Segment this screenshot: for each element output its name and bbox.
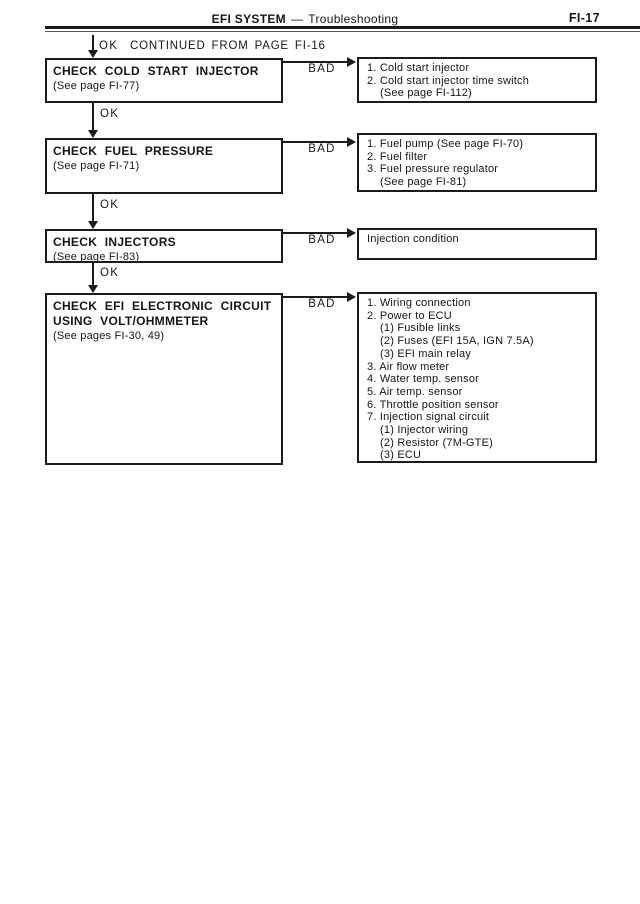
result-line: (1) Injector wiring (367, 424, 469, 437)
down-arrowhead-icon (88, 130, 98, 138)
right-arrowhead-icon (347, 228, 356, 238)
page-header (0, 12, 610, 26)
ok-flow-line (92, 263, 94, 285)
right-arrowhead-icon (347, 57, 356, 67)
result-line: (1) Fusible links (367, 322, 461, 335)
result-box-cold-start-injector (357, 57, 597, 103)
result-box-efi-electronic-circuit (357, 292, 597, 463)
ok-label: OK (100, 108, 120, 120)
result-line: 3. Air flow meter (367, 360, 450, 373)
ok-label: OK (99, 40, 119, 52)
result-line: 1. Cold start injector (367, 62, 470, 74)
bad-label: BAD (308, 298, 336, 310)
check-subtitle: (See page FI-83) (53, 251, 140, 263)
result-line: 7. Injection signal circuit (367, 411, 490, 424)
check-subtitle: (See page FI-71) (53, 160, 140, 172)
bad-label: BAD (308, 143, 336, 155)
down-arrowhead-icon (88, 50, 98, 58)
check-box-cold-start-injector (45, 58, 283, 103)
result-line: 2. Power to ECU (367, 309, 452, 322)
ok-label: OK (100, 199, 120, 211)
result-line: 2. Cold start injector time switch (367, 74, 530, 87)
result-line: 4. Water temp. sensor (367, 373, 479, 386)
header-system-label: EFI SYSTEM (211, 12, 286, 26)
result-line: 3. Fuel pressure regulator (367, 163, 499, 176)
result-line: 1. Wiring connection (367, 297, 471, 309)
result-line: (See page FI-112) (367, 87, 472, 100)
page-number: FI-17 (568, 11, 600, 25)
ok-flow-line (92, 103, 94, 130)
check-title: CHECK INJECTORS (53, 235, 176, 249)
ok-flow-line (92, 194, 94, 221)
check-title: CHECK EFI ELECTRONIC CIRCUIT USING VOLT/OHMMETER (53, 299, 272, 328)
header-rule (45, 26, 640, 29)
ok-label: OK (100, 267, 120, 279)
down-arrowhead-icon (88, 285, 98, 293)
result-line: (3) EFI main relay (367, 347, 472, 360)
check-box-fuel-pressure (45, 138, 283, 194)
result-line: 6. Throttle position sensor (367, 398, 499, 411)
check-box-injectors (45, 229, 283, 263)
result-line: 5. Air temp. sensor (367, 385, 463, 398)
right-arrowhead-icon (347, 292, 356, 302)
result-line: (2) Resistor (7M-GTE) (367, 436, 494, 449)
right-arrowhead-icon (347, 137, 356, 147)
result-box-fuel-pressure (357, 133, 597, 192)
result-line: 2. Fuel filter (367, 150, 428, 163)
check-title: CHECK FUEL PRESSURE (53, 144, 214, 158)
down-arrowhead-icon (88, 221, 98, 229)
bad-label: BAD (308, 234, 336, 246)
check-subtitle: (See page FI-77) (53, 80, 140, 92)
result-box-injectors (357, 228, 597, 260)
result-line: (2) Fuses (EFI 15A, IGN 7.5A) (367, 335, 534, 348)
result-line: (3) ECU (367, 449, 422, 462)
check-subtitle: (See pages FI-30, 49) (53, 330, 165, 342)
continued-from-text: CONTINUED FROM PAGE FI-16 (130, 40, 326, 52)
result-line: 1. Fuel pump (See page FI-70) (367, 138, 524, 150)
continued-flow-line (92, 35, 94, 51)
header-dash: — (290, 12, 304, 26)
header-section-label: Troubleshooting (308, 12, 399, 26)
check-box-efi-electronic-circuit (45, 293, 283, 465)
check-title: CHECK COLD START INJECTOR (53, 64, 259, 78)
result-line: (See page FI-81) (367, 176, 467, 189)
header-rule-shadow (45, 31, 640, 32)
bad-label: BAD (308, 63, 336, 75)
result-line: Injection condition (367, 233, 459, 245)
